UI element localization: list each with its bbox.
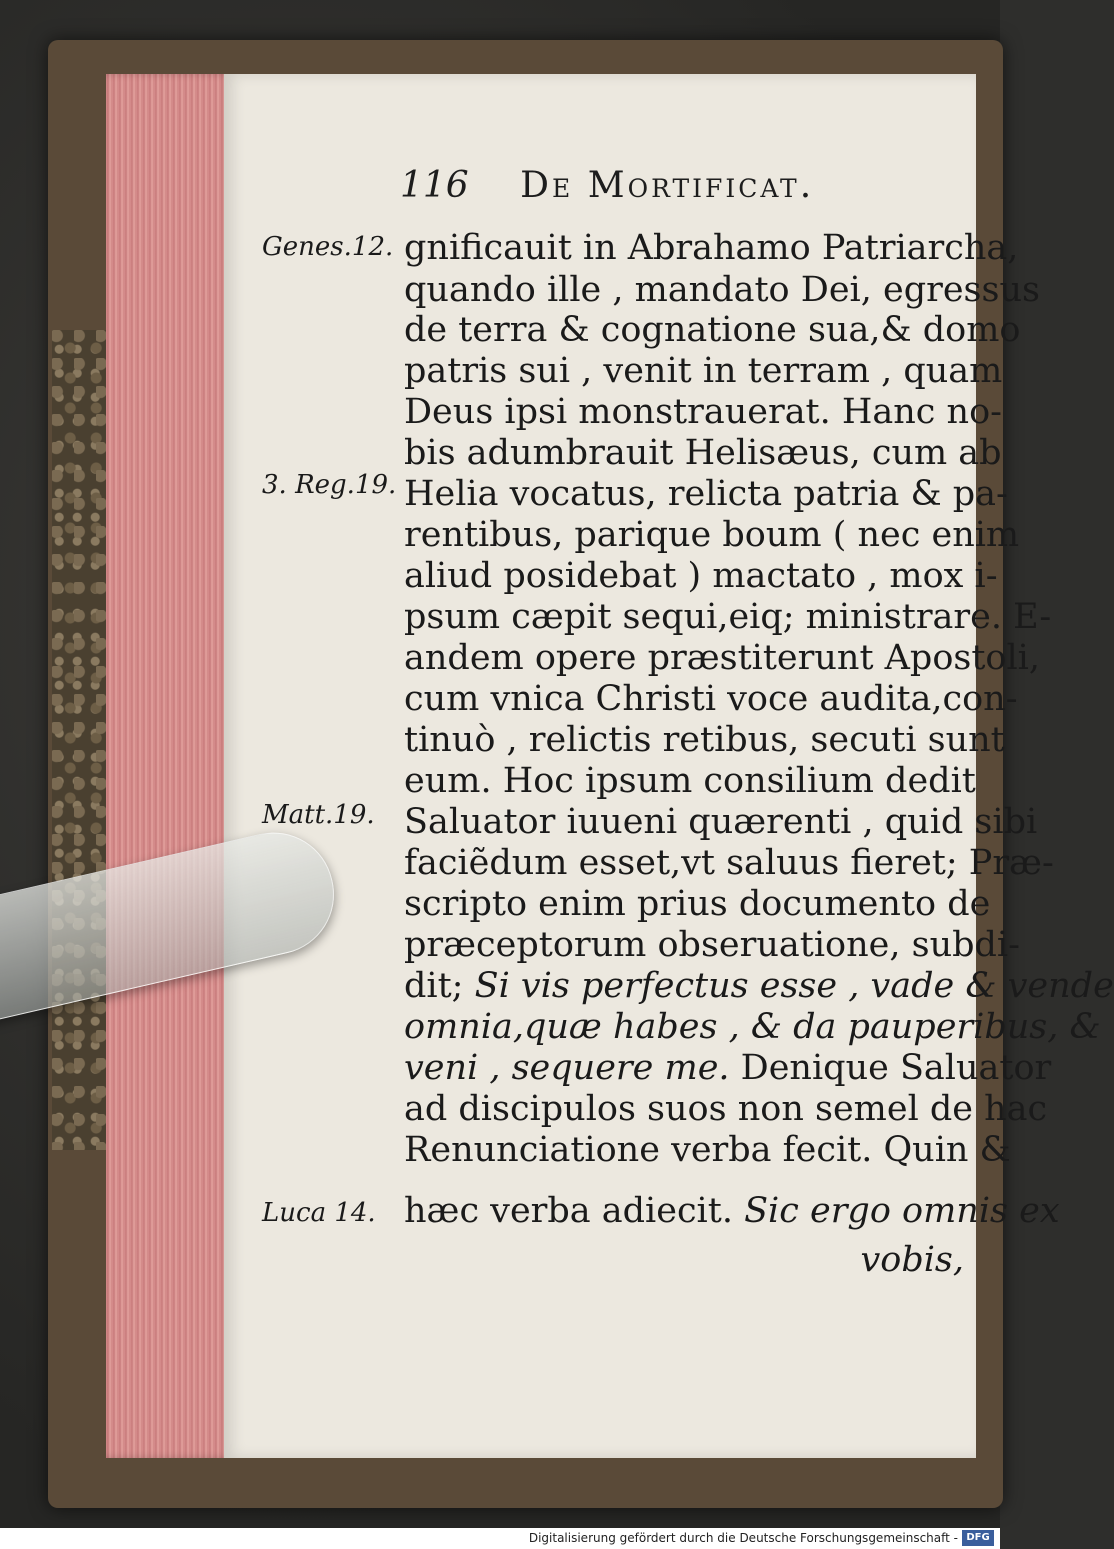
text-line: rentibus, parique boum ( nec enim [404,515,1020,555]
page-number: 116 [400,165,469,206]
text-line: faciẽdum esset,vt saluus fieret; Præ- [404,843,1054,883]
text-line: hæc verba adiecit. Sic ergo omnis ex [404,1191,1060,1231]
margin-note-genesis: Genes.12. [262,232,394,262]
text-line: eum. Hoc ipsum consilium dedit [404,761,976,801]
margin-note-kings: 3. Reg.19. [262,470,397,500]
text-line: gnificauit in Abrahamo Patriarcha, [404,228,1019,268]
text-line: de terra & cognatione sua,& domo [404,310,1021,350]
text-line: quando ille , mandato Dei, egressus [404,270,1040,310]
text-line: cum vnica Christi voce audita,con- [404,679,1018,719]
catchword: vobis, [860,1240,964,1280]
text-line: ad discipulos suos non semel de hac [404,1089,1048,1129]
page-header [400,165,920,215]
text-line: aliud posidebat ) mactato , mox i- [404,556,998,596]
marbled-cover-edge [52,330,112,1150]
text-line: Helia vocatus, relicta patria & pa- [404,474,1008,514]
text-line: bis adumbrauit Helisæus, cum ab [404,433,1002,473]
text-line: omnia,quæ habes , & da pauperibus, & [404,1007,1101,1047]
margin-note-matthew: Matt.19. [262,800,375,830]
margin-note-luke: Luca 14. [262,1198,376,1228]
text-line: veni , sequere me. Denique Saluator [404,1048,1052,1088]
footer-credit: Digitalisierung gefördert durch die Deutsche Forschungsgemeinschaft - [528,1531,958,1545]
text-line: scripto enim prius documento de [404,884,991,924]
text-line: Renunciatione verba fecit. Quin & [404,1130,1011,1170]
text-line: andem opere præstiterunt Apostoli, [404,638,1040,678]
running-head: De Mortificat. [520,165,815,206]
dfg-logo: DFG [962,1530,994,1546]
red-page-edges [106,74,232,1458]
text-line: dit; Si vis perfectus esse , vade & vende [404,966,1114,1006]
text-line: Deus ipsi monstrauerat. Hanc no- [404,392,1002,432]
text-line: psum cæpit sequi,eiq; ministrare. E- [404,597,1052,637]
text-line: patris sui , venit in terram , quam [404,351,1003,391]
text-line: præceptorum obseruatione, subdi- [404,925,1020,965]
text-line: tinuò , relictis retibus, secuti sunt [404,720,1005,760]
text-line: Saluator iuueni quærenti , quid sibi [404,802,1038,842]
